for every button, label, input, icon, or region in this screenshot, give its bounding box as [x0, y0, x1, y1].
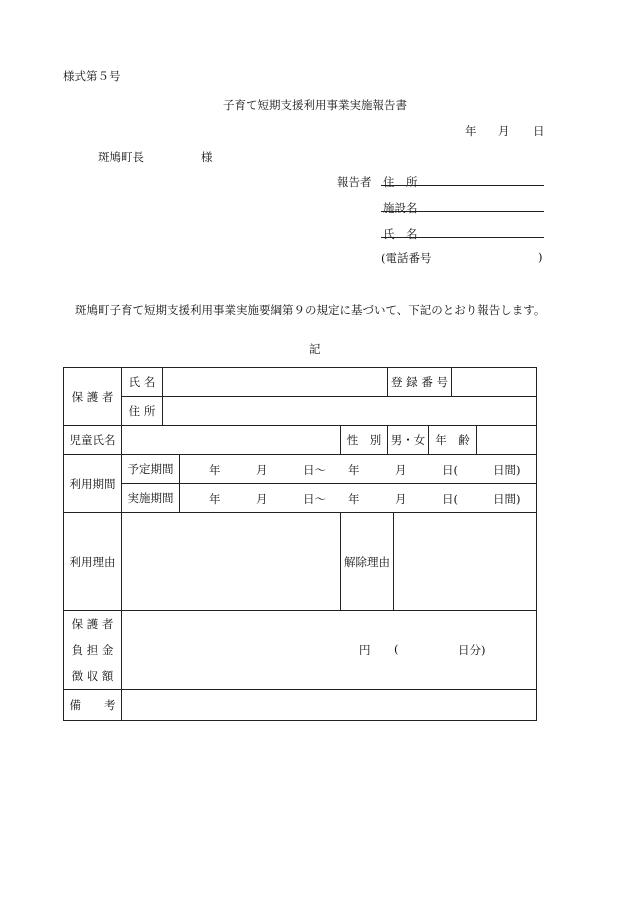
release-reason-field[interactable] [394, 513, 537, 611]
sex-value[interactable]: 男・女 [388, 426, 429, 455]
planned-month-1: 月 [256, 463, 268, 477]
planned-period-field[interactable] [180, 455, 537, 484]
guardian-name-label: 氏 名 [122, 368, 163, 397]
table-row [64, 426, 537, 455]
reporter-name-label: 氏 名 [383, 227, 418, 241]
address-underline[interactable] [381, 185, 544, 186]
remarks-label: 備 考 [64, 690, 122, 721]
planned-day-to: 日( [442, 463, 458, 477]
fee-field[interactable] [122, 611, 537, 690]
planned-days: 日間) [493, 463, 521, 477]
actual-month-2: 月 [395, 492, 407, 506]
reason-label: 利用理由 [64, 513, 122, 611]
reporter-facility-label: 施設名 [383, 201, 418, 215]
period-label: 利用期間 [64, 455, 122, 513]
report-table [63, 367, 537, 721]
child-name-label: 児童氏名 [64, 426, 122, 455]
actual-day-from: 日～ [303, 492, 326, 506]
actual-days: 日間) [493, 492, 521, 506]
fee-label-line1: 保 護 者 [71, 617, 114, 631]
date-year: 年 [465, 124, 477, 138]
sex-label: 性 別 [341, 426, 388, 455]
date-day: 日 [533, 124, 545, 138]
reporter-address-label: 住 所 [383, 175, 418, 189]
guardian-address-label: 住 所 [122, 397, 163, 426]
addressee-name: 斑鳩町長 [98, 150, 144, 164]
fee-yen: 円 [359, 643, 371, 657]
table-row [64, 611, 537, 690]
actual-year-1: 年 [209, 492, 221, 506]
planned-month-2: 月 [395, 463, 407, 477]
actual-label: 実施期間 [122, 484, 180, 513]
actual-day-to: 日( [442, 492, 458, 506]
fee-label-line3: 徴 収 額 [71, 669, 114, 683]
form-number: 様式第５号 [63, 69, 121, 83]
reg-no-label: 登 録 番 号 [388, 368, 452, 397]
table-row [64, 397, 537, 426]
table-row [64, 368, 537, 397]
planned-label: 予定期間 [122, 455, 180, 484]
statement-text: 斑鳩町子育て短期支援利用事業実施要綱第９の規定に基づいて、下記のとおり報告します。 [75, 303, 546, 317]
date-month: 月 [498, 124, 510, 138]
table-row [64, 484, 537, 513]
remarks-field[interactable] [122, 690, 537, 721]
phone-close: ) [538, 250, 543, 264]
ki-heading: 記 [309, 342, 321, 356]
child-name-field[interactable] [122, 426, 341, 455]
addressee-honorific: 様 [201, 150, 213, 164]
phone-open: (電話番号 [381, 251, 432, 265]
planned-year-1: 年 [209, 463, 221, 477]
actual-year-2: 年 [348, 492, 360, 506]
fee-label-line2: 負 担 金 [71, 643, 114, 657]
age-label: 年 齢 [429, 426, 477, 455]
name-underline[interactable] [381, 237, 544, 238]
fee-day-portion: 日分) [458, 643, 486, 657]
actual-period-field[interactable] [180, 484, 537, 513]
document-title: 子育て短期支援利用事業実施報告書 [223, 98, 407, 112]
table-row [64, 455, 537, 484]
fee-label [64, 611, 122, 690]
table-row [64, 690, 537, 721]
age-field[interactable] [477, 426, 537, 455]
reg-no-field[interactable] [452, 368, 537, 397]
planned-year-2: 年 [348, 463, 360, 477]
table-row [64, 513, 537, 611]
guardian-label: 保 護 者 [64, 368, 122, 426]
guardian-name-field[interactable] [163, 368, 388, 397]
planned-day-from: 日～ [303, 463, 326, 477]
fee-paren-open: ( [394, 642, 399, 656]
actual-month-1: 月 [256, 492, 268, 506]
reporter-label: 報告者 [337, 175, 372, 189]
reason-field[interactable] [122, 513, 341, 611]
release-reason-label: 解除理由 [341, 513, 394, 611]
guardian-address-field[interactable] [163, 397, 537, 426]
facility-underline[interactable] [381, 211, 544, 212]
